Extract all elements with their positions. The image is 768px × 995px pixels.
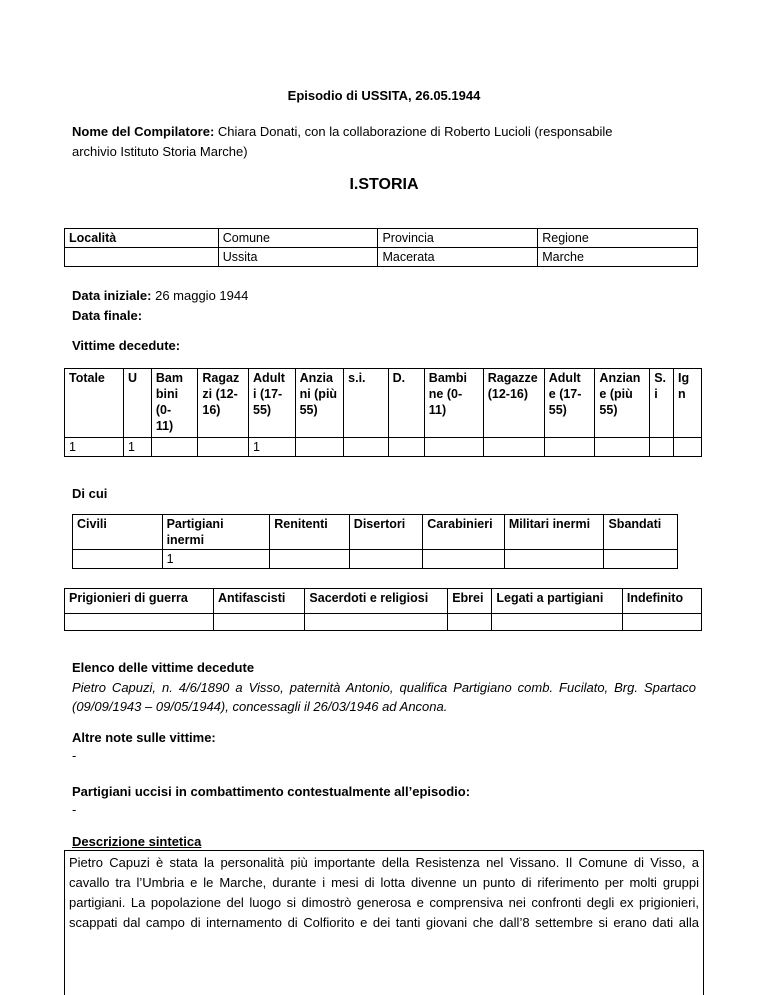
location-table: [64, 228, 698, 267]
victims-value-5: [295, 438, 344, 457]
victims-header-3: Ragaz zi (12- 16): [198, 369, 249, 438]
di-cui-1-value-5: [504, 550, 604, 569]
di-cui-1-header-5: Militari inermi: [504, 515, 604, 550]
di-cui-1-value-3: [349, 550, 422, 569]
di-cui-1-header-6: Sbandati: [604, 515, 678, 550]
victims-value-13: [674, 438, 702, 457]
di-cui-1-value-6: [604, 550, 678, 569]
di-cui-2-value-5: [622, 614, 701, 631]
localita-label: Località: [65, 229, 219, 248]
di-cui-2-value-2: [305, 614, 448, 631]
altre-note-title: Altre note sulle vittime:: [72, 730, 216, 745]
partigiani-title: Partigiani uccisi in combattimento contestualmente all’episodio:: [72, 784, 471, 799]
victims-header-10: Adult e (17- 55): [544, 369, 595, 438]
descrizione-line-1: cavallo tra l’Umbria e le Marche, durante i mesi di lotta divenne un punto di riferimento per molti gruppi: [69, 875, 699, 890]
di-cui-2-header-2: Sacerdoti e religiosi: [305, 589, 448, 614]
descrizione-line-3: scappati dal campo di internamento di Colfiorito e dei tanti giovani che dall’8 settembre si erano dati alla: [69, 915, 699, 930]
provincia-header: Provincia: [378, 229, 538, 248]
victims-value-7: [388, 438, 424, 457]
di-cui-1-header-1: Partigiani inermi: [162, 515, 270, 550]
descrizione-line-2: partigiani. La popolazione del luogo si dimostrò generosa e comprensiva nei confronti degli ex prigionieri,: [69, 895, 699, 910]
descrizione-box: [64, 850, 704, 995]
localita-value: [65, 248, 219, 267]
di-cui-2-header-0: Prigionieri di guerra: [65, 589, 214, 614]
victims-value-3: [198, 438, 249, 457]
victims-header-0: Totale: [65, 369, 124, 438]
victims-value-6: [344, 438, 388, 457]
victims-header-8: Bambi ne (0- 11): [424, 369, 483, 438]
start-date-label: Data iniziale:: [72, 288, 152, 303]
descrizione-title: Descrizione sintetica: [72, 834, 202, 849]
regione-value: Marche: [538, 248, 698, 267]
victims-header-7: D.: [388, 369, 424, 438]
di-cui-1-value-0: [73, 550, 163, 569]
altre-note-value: -: [72, 748, 77, 763]
di-cui-table-2: [64, 588, 702, 631]
compiler-label: Nome del Compilatore:: [72, 124, 215, 139]
victims-header-6: s.i.: [344, 369, 388, 438]
compiler-value: Chiara Donati, con la collaborazione di Roberto Lucioli (responsabile: [217, 124, 613, 139]
compiler-value-2: archivio Istituto Storia Marche): [72, 144, 248, 159]
di-cui-2-header-1: Antifascisti: [213, 589, 304, 614]
di-cui-2-header-5: Indefinito: [622, 589, 701, 614]
victims-header-1: U: [123, 369, 151, 438]
victims-value-8: [424, 438, 483, 457]
di-cui-1-header-3: Disertori: [349, 515, 422, 550]
victims-table: [64, 368, 702, 457]
victims-value-0: 1: [65, 438, 124, 457]
di-cui-1-header-2: Renitenti: [270, 515, 350, 550]
victims-header-12: S. i: [650, 369, 674, 438]
di-cui-2-header-4: Legati a partigiani: [492, 589, 622, 614]
elenco-line-1: Pietro Capuzi, n. 4/6/1890 a Visso, paternità Antonio, qualifica Partigiano comb. Fucilato, Brg. Spartaco: [72, 680, 696, 695]
di-cui-table-1: [72, 514, 678, 569]
comune-header: Comune: [218, 229, 378, 248]
end-date-label: Data finale:: [72, 308, 143, 323]
victims-header-11: Anzian e (più 55): [595, 369, 650, 438]
victims-header-4: Adult i (17- 55): [249, 369, 296, 438]
comune-value: Ussita: [218, 248, 378, 267]
victims-header-2: Bam bini (0- 11): [151, 369, 198, 438]
start-date-value: 26 maggio 1944: [155, 288, 249, 303]
di-cui-2-value-1: [213, 614, 304, 631]
victims-title: Vittime decedute:: [72, 338, 181, 353]
di-cui-title: Di cui: [72, 486, 108, 501]
victims-value-2: [151, 438, 198, 457]
victims-value-10: [544, 438, 595, 457]
victims-value-9: [483, 438, 544, 457]
victims-value-1: 1: [123, 438, 151, 457]
victims-header-9: Ragazze (12-16): [483, 369, 544, 438]
di-cui-2-value-0: [65, 614, 214, 631]
dates-block: [72, 286, 248, 326]
section-title: I.STORIA: [349, 176, 419, 193]
di-cui-1-header-0: Civili: [73, 515, 163, 550]
di-cui-2-value-3: [448, 614, 492, 631]
elenco-text: [72, 678, 696, 716]
di-cui-1-value-2: [270, 550, 350, 569]
di-cui-1-value-4: [423, 550, 505, 569]
victims-value-4: 1: [249, 438, 296, 457]
partigiani-value: -: [72, 802, 77, 817]
descrizione-line-0: Pietro Capuzi è stata la personalità più importante della Resistenza nel Vissano. Il Comune di Visso, a: [69, 855, 699, 870]
di-cui-1-value-1: 1: [162, 550, 270, 569]
di-cui-1-header-4: Carabinieri: [423, 515, 505, 550]
episode-title: Episodio di USSITA, 26.05.1944: [287, 88, 481, 103]
provincia-value: Macerata: [378, 248, 538, 267]
victims-header-5: Anzia ni (più 55): [295, 369, 344, 438]
victims-value-11: [595, 438, 650, 457]
di-cui-2-header-3: Ebrei: [448, 589, 492, 614]
victims-header-13: Ig n: [674, 369, 702, 438]
compiler-block: [72, 122, 712, 162]
elenco-title: Elenco delle vittime decedute: [72, 660, 255, 675]
regione-header: Regione: [538, 229, 698, 248]
elenco-line-2: (09/09/1943 – 09/05/1944), concessagli il 26/03/1946 ad Ancona.: [72, 699, 448, 714]
di-cui-2-value-4: [492, 614, 622, 631]
victims-value-12: [650, 438, 674, 457]
